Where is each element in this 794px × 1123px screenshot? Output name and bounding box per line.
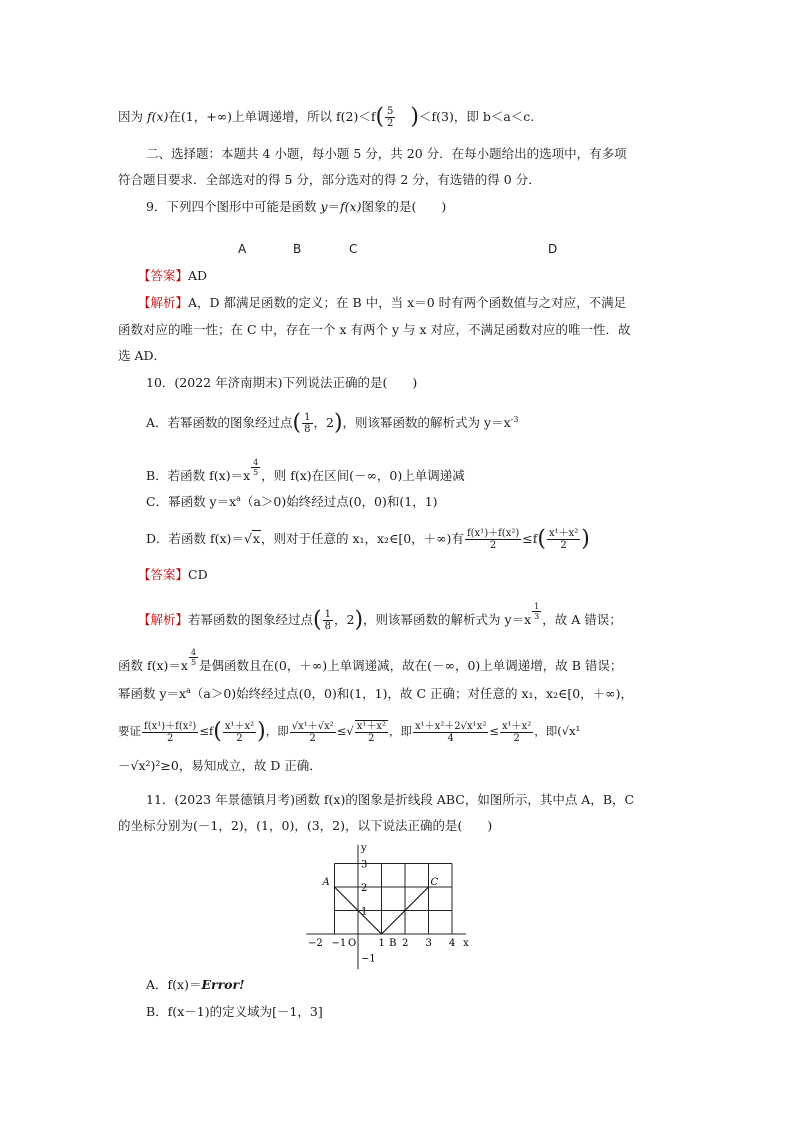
tick-labels [308, 843, 469, 964]
x-tick-label: 2 [402, 938, 409, 949]
y-tick-label: y [361, 843, 367, 855]
denominator: 2 [368, 733, 375, 744]
point-label-a: A [322, 877, 330, 888]
q10-analysis-1 [138, 602, 622, 632]
fraction [465, 528, 521, 551]
analysis-tag: 【解析】 [138, 612, 189, 628]
q11-stem-2: 的坐标分别为(－1，2)，(1，0)，(3，2)，以下说法正确的是( ) [118, 818, 493, 833]
text: 函数 f(x)＝x [118, 658, 188, 674]
error-text: Error! [201, 977, 245, 992]
q11-stem-1: 11．(2023 年景德镇月考)函数 f(x)的图象是折线段 ABC，如图所示，其中点 A，B，C [146, 792, 635, 807]
text: C．幂函数 y＝x [146, 494, 237, 510]
text: D．若函数 f(x)＝ [146, 531, 244, 546]
numerator: 4 [190, 648, 197, 657]
numerator: 1 [304, 412, 311, 424]
fraction [323, 609, 333, 632]
text: ，则该幂函数的解析式为 y＝x [342, 415, 511, 431]
numerator: x¹＋x² [548, 528, 579, 539]
point-label-c: C [430, 877, 439, 888]
text: A，D 都满足函数的定义；在 B 中，当 x＝0 时有两个函数值与之对应，不满足 [188, 295, 627, 310]
numerator: x¹＋x²＋2√x¹x² [415, 720, 487, 732]
text: f(x) [340, 199, 362, 214]
denominator: 2 [236, 732, 243, 744]
text: ≤ [336, 724, 347, 738]
numerator: f(x¹)＋f(x²) [144, 720, 197, 732]
text: A．f(x)＝ [146, 977, 202, 992]
paren: ) [333, 410, 343, 436]
paren: ( [313, 607, 322, 633]
q10-analysis-3 [118, 683, 633, 702]
numerator: 1 [324, 609, 331, 621]
fraction [547, 528, 580, 551]
q11-option-a [146, 977, 245, 993]
fraction [413, 721, 488, 744]
q9-option-b: B [293, 242, 302, 256]
text: ，即(√x¹ [534, 724, 581, 738]
text: 要证 [118, 724, 141, 738]
q9-stem [146, 199, 446, 215]
text: ，则 f(x)在区间(－∞，0)上单调递减 [261, 468, 465, 484]
text: f(x) [146, 109, 169, 124]
numerator: √x¹＋√x² [291, 720, 334, 732]
exponent: a [236, 494, 241, 503]
q10-option-d: D．若函数 f(x)＝√x，则对于任意的 x₁，x₂∈[0，＋∞)有 $\frac{\text{f(x¹)＋f(x²)}}{2}$ ≤f( $\frac{\text{x¹＋x²}}{2}$ ) [146, 526, 590, 552]
q10-option-a [146, 412, 518, 435]
section-heading-2: 符合题目要求．全部选对的得 5 分，部分选对的得 2 分，有选错的得 0 分． [118, 172, 541, 187]
text: 9．下列四个图形中可能是函数 [146, 199, 321, 214]
text: 若幂函数的图象经过点 [188, 612, 314, 628]
q9-option-a: A [238, 242, 247, 256]
sqrt-fraction [355, 720, 388, 744]
denominator: 5 [190, 658, 197, 667]
point-labels [322, 877, 439, 888]
x-tick-label: 1 [378, 938, 385, 949]
q9-option-c: C [349, 242, 358, 256]
text: ，则对于任意的 x₁，x₂∈[0，＋∞)有 [260, 531, 464, 546]
paren: ) [354, 607, 364, 633]
q9-answer [138, 268, 207, 284]
fraction [223, 721, 256, 744]
fraction [385, 106, 395, 129]
numerator: x¹＋x² [356, 721, 387, 732]
text: ＝ [327, 199, 341, 214]
denominator: 2 [560, 540, 567, 551]
analysis-tag: 【解析】 [138, 295, 189, 310]
exponent: a [186, 686, 191, 695]
text: 因为 [118, 109, 147, 124]
q10-analysis-5: －√x²)²≥0，易知成立，故 D 正确． [118, 758, 322, 773]
text: y [320, 199, 328, 214]
text: ，故 A 错误； [542, 612, 622, 628]
denominator: 2 [489, 540, 497, 551]
denominator: 3 [534, 612, 540, 621]
denominator: 8 [304, 424, 311, 436]
q10-option-b [146, 458, 465, 484]
text: ，2 [334, 612, 355, 628]
q9-analysis-1 [138, 295, 626, 311]
text: 在(1，+∞)上单调递增，所以 f(2)＜f [168, 109, 376, 124]
numerator: x¹＋x² [224, 720, 255, 732]
grid [335, 864, 453, 935]
denominator: 8 [324, 621, 331, 633]
paren: ) [257, 719, 266, 744]
section-heading-1: 二、选择题：本题共 4 小题，每小题 5 分，共 20 分．在每小题给出的选项中，有多项 [146, 146, 627, 161]
q9-analysis-2: 函数对应的唯一性；在 C 中，存在一个 x 有两个 y 与 x 对应，不满足函数对应的唯一性．故 [118, 322, 631, 337]
x-tick-label: −1 [331, 938, 347, 949]
function-graph [310, 838, 490, 968]
answer-tag: 【答案】 [138, 567, 189, 582]
q9-option-d: D [548, 242, 558, 256]
text: （a＞0)始终经过点(0，0)和(1，1) [240, 494, 438, 510]
paren: ( [292, 410, 302, 436]
y-tick-label: −1 [361, 953, 376, 965]
text: A．若幂函数的图象经过点 [146, 415, 293, 431]
text: ，则该幂函数的解析式为 y＝x [363, 612, 532, 628]
numerator: 5 [387, 106, 394, 117]
paren: ( [537, 526, 546, 552]
q10-answer [138, 567, 208, 583]
numerator: x¹＋x² [501, 720, 532, 732]
fraction [290, 721, 336, 744]
x-tick-label: −2 [308, 938, 323, 949]
text: 幂函数 y＝x [118, 686, 187, 702]
text: 图象的是( ) [361, 199, 447, 214]
exponent-fraction [251, 458, 260, 477]
paren: ( [213, 719, 222, 744]
q10-analysis-4: 要证 $\frac{\text{f(x¹)＋f(x²)}}{2}$ ≤f( $\frac{\text{x¹＋x²}}{2}$ )，即 $\frac{\text{√x¹＋√x²}}{2}$ ≤√ $\frac{\text{x¹＋x²}}{2}$ ，即 $\frac{\text{x¹＋x²＋2√x¹x²}}{4}$ ≤ $\frac{\text{x¹＋x²}}{2}$ ，即(√x¹ [118, 719, 581, 744]
answer: CD [188, 567, 208, 582]
denominator: 5 [253, 468, 259, 477]
text: ≤f [522, 531, 538, 546]
answer-tag: 【答案】 [138, 268, 189, 283]
text: ，即 [265, 724, 289, 738]
y-tick-label: 3 [361, 859, 368, 871]
text: ，2 [313, 415, 334, 431]
numerator: 4 [253, 458, 259, 467]
x-tick-label: 4 [449, 938, 456, 949]
radicand: x [252, 531, 260, 546]
q10-analysis-2 [118, 648, 622, 674]
x-tick-label: O [347, 938, 357, 949]
answer: AD [188, 268, 208, 283]
text: 是偶函数且在(0，＋∞)上单调递减，故在(－∞，0)上单调递增，故 B 错误； [199, 658, 623, 674]
q11-option-b: B．f(x－1)的定义域为[－1，3] [146, 1004, 323, 1019]
exponent: -3 [510, 415, 519, 424]
denominator: 2 [513, 732, 520, 744]
exponent-fraction [189, 648, 198, 667]
numerator: 1 [534, 602, 540, 611]
text: （a＞0)始终经过点(0，0)和(1，1)，故 C 正确；对任意的 x₁，x₂∈[0，＋∞)， [190, 686, 633, 702]
denominator: 2 [387, 118, 394, 129]
x-tick-label: B [389, 938, 397, 949]
text: ≤ [489, 724, 499, 738]
numerator: f(x¹)＋f(x²) [466, 528, 520, 539]
text: ，即 [389, 724, 413, 738]
paren: ) [581, 526, 590, 552]
x-tick-label: 3 [425, 938, 432, 949]
exponent-fraction [532, 602, 541, 621]
paren: ( [375, 104, 385, 130]
fraction [302, 412, 312, 435]
denominator: 4 [447, 732, 454, 744]
intro-line [118, 106, 534, 129]
text: B．若函数 f(x)＝x [146, 468, 251, 484]
y-tick-label: 2 [361, 883, 368, 894]
denominator: 2 [166, 732, 174, 744]
paren: ) [410, 104, 420, 130]
fraction [142, 721, 198, 744]
text: ＜f(3)，即 b＜a＜c. [419, 109, 535, 124]
x-tick-label: x [463, 938, 469, 949]
q10-stem: 10．(2022 年济南期末)下列说法正确的是( ) [146, 375, 418, 390]
q9-analysis-3: 选 AD． [118, 348, 167, 363]
fraction [500, 721, 533, 744]
denominator: 2 [309, 732, 316, 744]
y-tick-label: 1 [361, 906, 368, 918]
q10-option-c [146, 491, 438, 510]
text: ≤f [199, 724, 214, 738]
